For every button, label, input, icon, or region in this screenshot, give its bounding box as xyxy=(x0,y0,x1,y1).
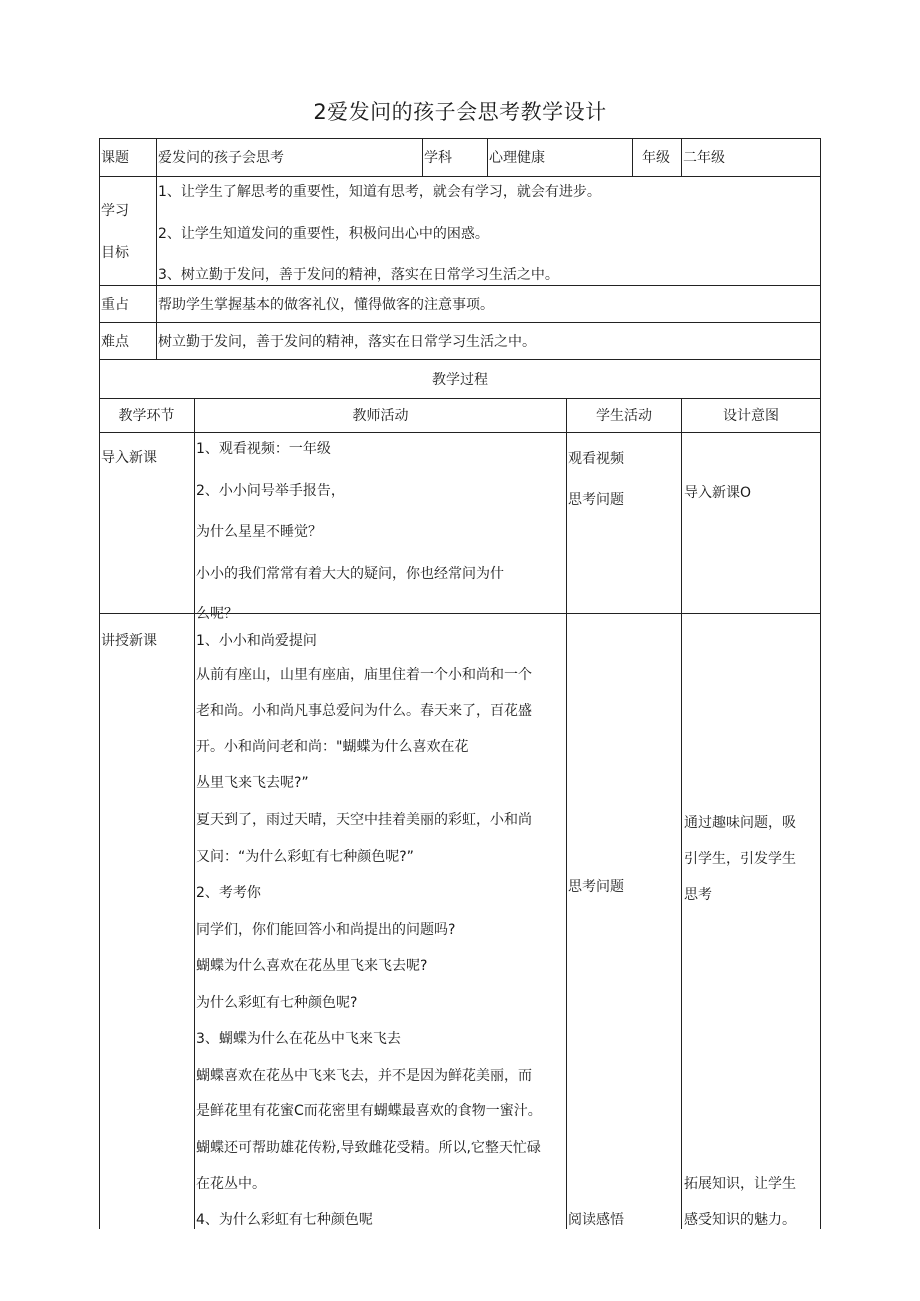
table-border xyxy=(422,138,423,176)
column-header-teacher: 教师活动 xyxy=(352,408,409,424)
teacher-line: 丛里飞来飞去呢?” xyxy=(196,775,309,791)
teach-intent: 通过趣味问题，吸 xyxy=(684,815,796,831)
table-border xyxy=(487,138,488,176)
table-border xyxy=(820,138,821,1229)
key-point-label: 重占 xyxy=(101,297,129,313)
table-border xyxy=(99,398,821,399)
objective-item: 1、让学生了解思考的重要性，知道有思考，就会有学习，就会有进步。 xyxy=(158,184,601,200)
process-heading: 教学过程 xyxy=(432,372,488,388)
intro-teacher-activity xyxy=(196,433,564,622)
subject-label: 学科 xyxy=(424,150,452,166)
key-point-text: 帮助学生掌握基本的做客礼仪，懂得做客的注意事项。 xyxy=(158,297,494,313)
table-border xyxy=(99,138,821,139)
teacher-line: 2、考考你 xyxy=(196,885,261,901)
objective-item: 3、树立勤于发问，善于发问的精神，落实在日常学习生活之中。 xyxy=(158,267,559,283)
teacher-line: 开。小和尚问老和尚："蝴蝶为什么喜欢在花 xyxy=(196,739,469,755)
teacher-line: 小小的我们常常有着大大的疑问，你也经常问为什 xyxy=(196,566,504,582)
table-border xyxy=(99,359,821,360)
teacher-line: 夏天到了，雨过天晴，天空中挂着美丽的彩虹，小和尚 xyxy=(196,812,532,828)
difficulty-label: 难点 xyxy=(101,334,129,350)
table-border xyxy=(99,176,821,177)
teacher-line: 是鲜花里有花蜜C而花密里有蝴蝶最喜欢的食物一蜜汁。 xyxy=(196,1103,542,1119)
stage-intro: 导入新课 xyxy=(101,450,157,466)
intro-student-activity: 思考问题 xyxy=(568,492,624,508)
teacher-line: 在花丛中。 xyxy=(196,1176,266,1192)
teacher-line: 蝴蝶还可帮助雄花传粉,导致雌花受精。所以,它整天忙碌 xyxy=(196,1140,541,1156)
column-header-student: 学生活动 xyxy=(596,408,652,424)
lesson-value: 爱发问的孩子会思考 xyxy=(158,150,284,166)
teach-student-activity: 阅读感悟 xyxy=(568,1212,624,1228)
column-header-intent: 设计意图 xyxy=(723,408,779,424)
teacher-line: 从前有座山，山里有座庙，庙里住着一个小和尚和一个 xyxy=(196,667,532,683)
table-border xyxy=(681,138,682,176)
grade-value: 二年级 xyxy=(683,150,725,166)
table-border xyxy=(99,322,821,323)
teacher-line: 2、小小问号举手报告， xyxy=(196,483,345,499)
difficulty-text: 树立勤于发问，善于发问的精神，落实在日常学习生活之中。 xyxy=(158,334,536,350)
teach-intent: 引学生，引发学生 xyxy=(684,851,796,867)
objectives-label: 学习 xyxy=(101,203,129,219)
objectives-label: 目标 xyxy=(101,245,129,261)
teacher-line: 4、为什么彩虹有七种颜色呢 xyxy=(196,1212,373,1228)
teacher-line: 老和尚。小和尚凡事总爱问为什么。春天来了，百花盛 xyxy=(196,703,532,719)
intro-student-activity: 观看视频 xyxy=(568,451,624,467)
table-border xyxy=(99,138,100,1229)
teach-intent: 感受知识的魅力。 xyxy=(684,1212,796,1228)
teacher-line: 为什么彩虹有七种颜色呢? xyxy=(196,995,358,1011)
teacher-line: 么呢？ xyxy=(196,606,238,622)
stage-teach: 讲授新课 xyxy=(101,633,157,649)
objective-item: 2、让学生知道发问的重要性，积极问出心中的困惑。 xyxy=(158,226,489,242)
table-border xyxy=(99,285,821,286)
teacher-line: 蝴蝶为什么喜欢在花丛里飞来飞去呢? xyxy=(196,958,428,974)
teacher-line: 同学们，你们能回答小和尚提出的问题吗? xyxy=(196,922,456,938)
lesson-label: 课题 xyxy=(101,150,129,166)
table-border xyxy=(681,398,682,1229)
table-border xyxy=(632,138,633,176)
teach-student-activity: 思考问题 xyxy=(568,879,624,895)
subject-value: 心理健康 xyxy=(489,150,545,166)
teacher-line: 3、蝴蝶为什么在花丛中飞来飞去 xyxy=(196,1031,401,1047)
table-border xyxy=(194,398,195,1229)
document-title: 2爱发问的孩子会思考教学设计 xyxy=(313,100,607,124)
teacher-line: 1、观看视频：一年级 xyxy=(196,441,331,457)
teacher-line: 为什么星星不睡觉？ xyxy=(196,524,322,540)
grade-label: 年级 xyxy=(642,150,670,166)
teach-intent: 思考 xyxy=(684,887,712,903)
teacher-line: 蝴蝶喜欢在花丛中飞来飞去，并不是因为鲜花美丽，而 xyxy=(196,1068,532,1084)
teach-intent: 拓展知识，让学生 xyxy=(684,1176,796,1192)
teacher-line: 又问：“为什么彩虹有七种颜色呢?” xyxy=(196,849,414,865)
intro-intent: 导入新课O xyxy=(684,485,752,501)
column-header-stage: 教学环节 xyxy=(118,408,175,424)
teacher-line: 1、小小和尚爱提问 xyxy=(196,633,317,649)
teach-teacher-activity xyxy=(196,614,568,1229)
table-border xyxy=(156,138,157,359)
